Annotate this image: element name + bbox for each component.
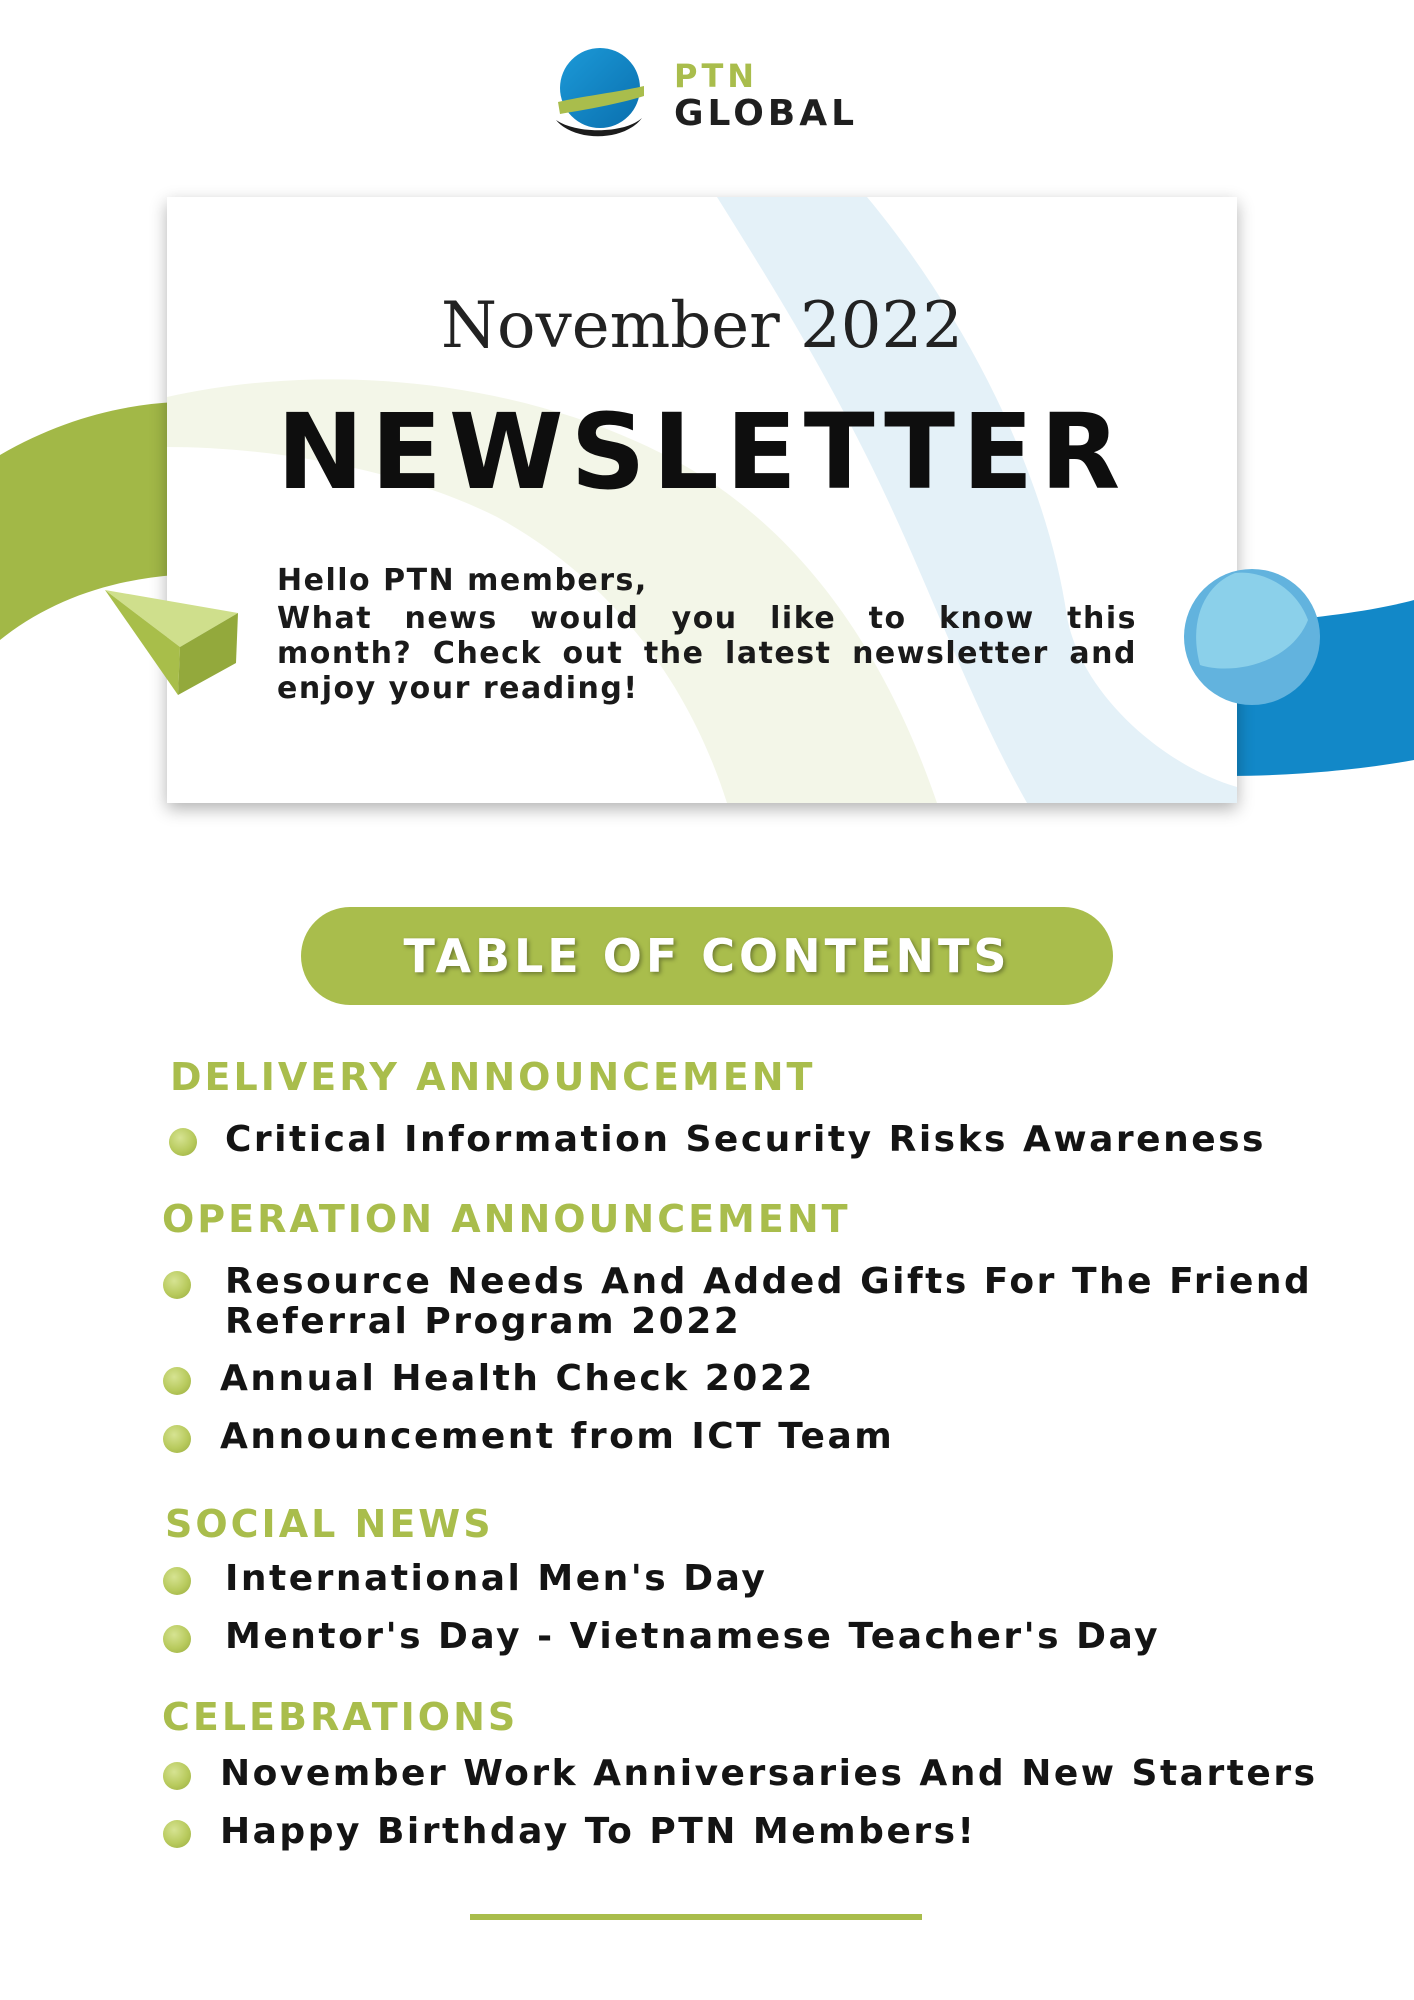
toc-item-work-anniversaries[interactable]: November Work Anniversaries And New Starters <box>220 1753 1318 1794</box>
bullet-icon <box>169 1128 197 1156</box>
toc-title: TABLE OF CONTENTS <box>403 929 1011 983</box>
logo-line-ptn: PTN <box>674 57 759 95</box>
bullet-icon <box>163 1625 191 1653</box>
bullet-icon <box>163 1762 191 1790</box>
bullet-icon <box>163 1567 191 1595</box>
header-card <box>167 197 1237 803</box>
bullet-icon <box>163 1271 191 1299</box>
toc-item-security-risks[interactable]: Critical Information Security Risks Awareness <box>225 1119 1266 1160</box>
toc-item-health-check[interactable]: Annual Health Check 2022 <box>220 1358 815 1399</box>
globe-logo-icon <box>554 46 646 146</box>
bullet-icon <box>163 1820 191 1848</box>
paper-plane-icon <box>100 585 240 700</box>
logo-line-global: GLOBAL <box>674 93 859 134</box>
toc-title-pill <box>301 907 1113 1005</box>
toc-item-mens-day[interactable]: International Men's Day <box>225 1558 768 1599</box>
greeting-text: Hello PTN members, <box>277 563 648 598</box>
bullet-icon <box>163 1367 191 1395</box>
newsletter-month: November 2022 <box>441 289 963 363</box>
bullet-icon <box>163 1425 191 1453</box>
section-heading-social: SOCIAL NEWS <box>165 1502 494 1546</box>
section-heading-celebrations: CELEBRATIONS <box>162 1695 519 1739</box>
toc-item-referral-line1[interactable]: Resource Needs And Added Gifts For The Friend <box>225 1261 1313 1302</box>
bottom-divider <box>470 1914 922 1920</box>
newsletter-title: NEWSLETTER <box>276 391 1128 513</box>
section-heading-delivery: DELIVERY ANNOUNCEMENT <box>170 1055 816 1099</box>
toc-item-ict-team[interactable]: Announcement from ICT Team <box>220 1416 895 1457</box>
logo-wordmark <box>674 57 859 134</box>
intro-message: What news would you like to know this month? Check out the latest newsletter and enjoy your reading! <box>277 601 1137 706</box>
toc-item-birthday[interactable]: Happy Birthday To PTN Members! <box>220 1811 977 1852</box>
toc-item-referral-line2[interactable]: Referral Program 2022 <box>225 1301 742 1342</box>
toc-item-teachers-day[interactable]: Mentor's Day - Vietnamese Teacher's Day <box>225 1616 1161 1657</box>
section-heading-operation: OPERATION ANNOUNCEMENT <box>162 1197 851 1241</box>
blue-sphere-icon <box>1180 565 1325 710</box>
